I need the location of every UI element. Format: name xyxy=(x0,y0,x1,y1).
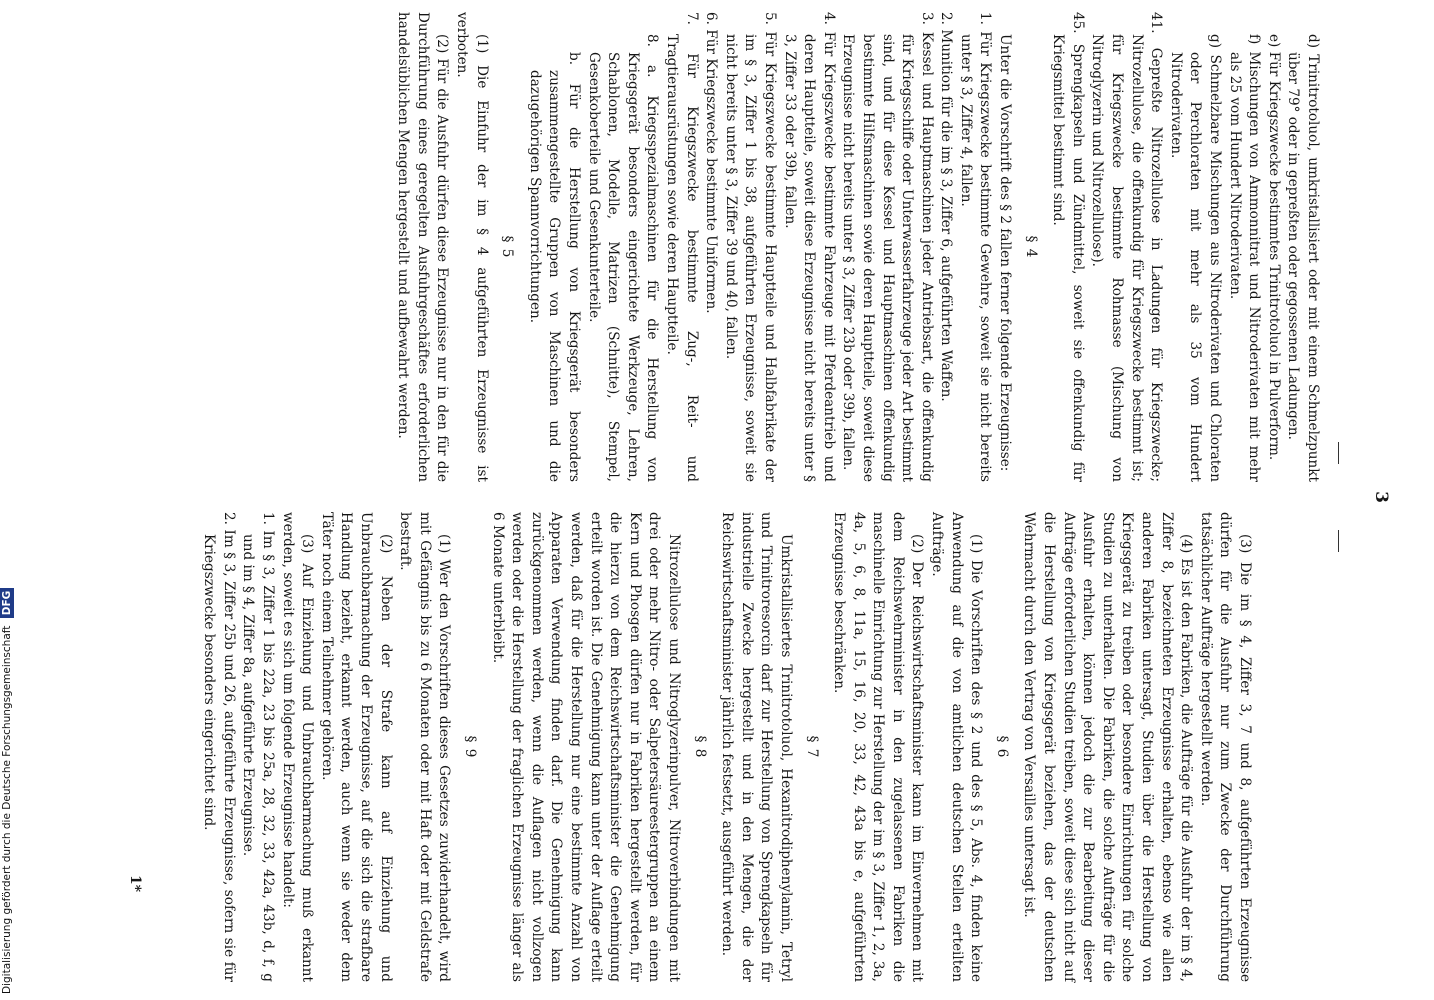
list-item: d) Trinitrotoluol, umkristallisiert oder mit einem Schmelzpunkt über 79° oder in gepreßten oder gegossenen Ladungen. xyxy=(1285,34,1321,483)
section-heading: § 7 xyxy=(803,735,820,759)
scan-credit xyxy=(0,0,14,1000)
section-heading: § 4 xyxy=(1022,235,1039,259)
paragraph: Nitrozellulose und Nitroglyzerinpulver, Nitroverbindungen mit drei oder mehr Nitro- oder Salpetersäureestergruppen an einem Kern und Phosgen dürfen nur in Fabriken hergestellt werden, für die hierzu von dem Reichswirtschaftsminister die Genehmigung erteilt worden ist. Die Genehmigung kann unter der Auflage erteilt werden, daß für die Herstellung nur eine bestimmte Anzahl von Apparaten Verwendung finden darf. Die Genehmigung kann zurückgenommen werden, wenn die Auflagen nicht vollzogen werden oder die Herstellung der fraglichen Erzeugnisse länger als 6 Monate unterbleibt. xyxy=(489,512,682,982)
paragraph: (3) Die im § 4, Ziffer 3, 7 und 8, aufgeführten Erzeugnisse dürfen für die Ausfuhr nur zum Zwecke der Durchführung tatsächlicher Aufträge hergestellt werden. xyxy=(1197,512,1253,982)
list-item: 41. Gepreßte Nitrozellulose in Ladungen für Kriegszwecke; Nitrozellulose, die offenkundig für Kriegszwecke bestimmt ist; für Kriegszwecke bestimmte Rohmasse (Mischung von Nitroglyzerin und Nitrozellulose). xyxy=(1089,12,1165,483)
list-item: e) Für Kriegszwecke bestimmtes Trinitrotoluol in Pulverform. xyxy=(1265,34,1282,461)
list-item: 2. Munition für die im § 3, Ziffer 6, aufgeführten Waffen. xyxy=(938,12,955,402)
list-item: g) Schmelzbare Mischungen aus Nitroderivaten und Chloraten oder Perchloraten mit mehr als 35 vom Hundert Nitroderivaten. xyxy=(1167,34,1224,482)
paragraph: (2) Der Reichswirtschaftsminister kann im Einvernehmen mit dem Reichswehrminister in den zugelassenen Fabriken die maschinelle Einrichtung zur Herstellung der im § 3, Ziffer 1, 2, 3a, 4a, 5, 6, 8, 11a, 15, 16, 20, 33, 42, 43a bis e, aufgeführten Erzeugnisse beschränken. xyxy=(831,512,926,982)
list-item: 1. Für Kriegszwecke bestimmte Gewehre, soweit sie nicht bereits unter § 3, Ziffer 4, fallen. xyxy=(957,12,994,482)
section-heading: § 6 xyxy=(993,735,1010,759)
paragraph: (1) Die Vorschriften des § 2 und des § 5, Abs. 4, finden keine Anwendung auf die von amtlichen deutschen Stellen erteilten Aufträge. xyxy=(929,512,985,982)
list-item: 45. Sprengkapseln und Zündmittel, soweit sie offenkundig für Kriegsmittel bestimmt sind. xyxy=(1050,12,1086,483)
list-item: 3. Kessel und Hauptmaschinen jeder Antriebsart, die offenkundig für Kriegsschiffe oder Unterwasserfahrzeuge jeder Art bestimmt sind, und für diese Kessel und Hauptmaschinen offenkundig bestimmte Hilfsmaschinen sowie deren Hauptteile, soweit diese Erzeugnisse nicht bereits unter § 3, Ziffer 23b oder 39b, fallen. xyxy=(840,12,935,482)
scan-credit-text: Digitalisierung gefördert durch die Deutsche Forschungsgemeinschaft xyxy=(1,625,13,994)
list-item: f) Mischungen von Ammonnitrat und Nitroderivaten mit mehr als 25 vom Hundert Nitroderivaten. xyxy=(1226,34,1263,482)
section-heading: § 9 xyxy=(462,735,479,759)
left-text-column xyxy=(393,12,1322,482)
page-number: 3 xyxy=(1371,491,1391,503)
list-item: 4. Für Kriegszwecke bestimmte Fahrzeuge mit Pferdeantrieb und deren Hauptteile, soweit diese Erzeugnisse nicht bereits unter § 3, Ziffer 33 oder 39b, fallen. xyxy=(781,12,837,483)
list-item: 6. Für Kriegszwecke bestimmte Uniformen. xyxy=(703,12,720,314)
header-dash xyxy=(1338,530,1339,552)
list-item: b. Für die Herstellung von Kriegsgerät besonders zusammengestellte Gruppen von Maschinen und die dazugehörigen Spannvorrichtungen. xyxy=(526,52,583,482)
list-item: 5. Für Kriegszwecke bestimmte Hauptteile und Halbfabrikate der im § 3, Ziffer 1 bis 38, aufgeführten Erzeugnisse, soweit sie nicht bereits unter § 3, Ziffer 39 und 40, fallen. xyxy=(722,12,778,482)
list-item: 2. Im § 3, Ziffer 25b und 26, aufgeführte Erzeugnisse, sofern sie für Kriegszwecke besonders eingerichtet sind. xyxy=(201,512,237,982)
list-item: 7. Für Kriegszwecke bestimmte Zug-, Reit- und Tragtierausrüstungen sowie deren Hauptteile. xyxy=(664,12,700,482)
paragraph: (1) Wer den Vorschriften dieses Gesetzes zuwiderhandelt, wird mit Gefängnis bis zu 6 Monaten oder mit Haft oder mit Geldstrafe bestraft. xyxy=(397,512,453,982)
paragraph: (4) Es ist den Fabriken, die Aufträge für die Ausfuhr der im § 4, Ziffer 8, bezeichneten Erzeugnisse erhalten, ebenso wie allen anderen Fabriken untersagt, Studien über die Herstellung von Kriegsgerät zu treiben oder besondere Einrichtungen für solche Studien zu unterhalten. Die Fabriken, die solche Aufträge für die Ausfuhr erhalten, können jedoch die zur Bearbeitung dieser Aufträge erforderlichen Studien treiben, soweit diese sich nicht auf die Herstellung von Kriegsgerät beziehen, das der deutschen Wehrmacht durch den Vertrag von Versailles untersagt ist. xyxy=(1021,512,1195,982)
paragraph: (3) Auf Einziehung und Unbrauchbarmachung muß erkannt werden, soweit es sich um folgende Erzeugnisse handelt: xyxy=(279,512,316,982)
paragraph: (1) Die Einfuhr der im § 4 aufgeführten Erzeugnisse ist verboten. xyxy=(454,12,490,482)
page-footer-signature: 1* xyxy=(127,875,143,893)
dfg-logo: DFG xyxy=(0,588,14,619)
paragraph: Unter die Vorschrift des § 2 fallen ferner folgende Erzeugnisse: xyxy=(997,34,1014,472)
paragraph: (2) Neben der Strafe kann auf Einziehung und Unbrauchbarmachung der Erzeugnisse, auf die sich die strafbare Handlung bezieht, erkannt werden, auch wenn sie weder dem Täter noch einem Teilnehmer gehören. xyxy=(318,512,394,982)
paragraph: (2) Für die Ausfuhr dürfen diese Erzeugnisse nur in den für die Durchführung eines geregelten Ausfuhrgeschäftes erforderlichen handelsüblichen Mengen hergestellt und aufbewahrt werden. xyxy=(395,12,451,482)
header-dash xyxy=(1338,442,1339,464)
section-heading: § 8 xyxy=(691,735,708,759)
paragraph: Umkristallisiertes Trinitrotoluol, Hexanitrodiphenylamin, Tetryl und Trinitroresorcin darf zur Herstellung von Sprengkapseln für industrielle Zwecke hergestellt und in den Mengen, die der Reichswirtschaftsminister jährlich festsetzt, ausgeführt werden. xyxy=(719,512,794,982)
right-text-column xyxy=(199,512,1254,982)
section-heading: § 5 xyxy=(499,235,516,259)
list-item: 8. a. Kriegsspezialmaschinen für die Herstellung von Kriegsgerät besonders eingerichtete Werkzeuge, Lehren, Schablonen, Modelle, Matrizen (Schnitte), Stempel, Gesenkoberteile und Gesenkunterteile. xyxy=(585,34,661,482)
list-item: 1. Im § 3, Ziffer 1 bis 22a, 23 bis 25a, 28, 32, 33, 42a, 43b, d, f, g und im § 4, Ziffer 8a, aufgeführte Erzeugnisse. xyxy=(240,512,277,982)
